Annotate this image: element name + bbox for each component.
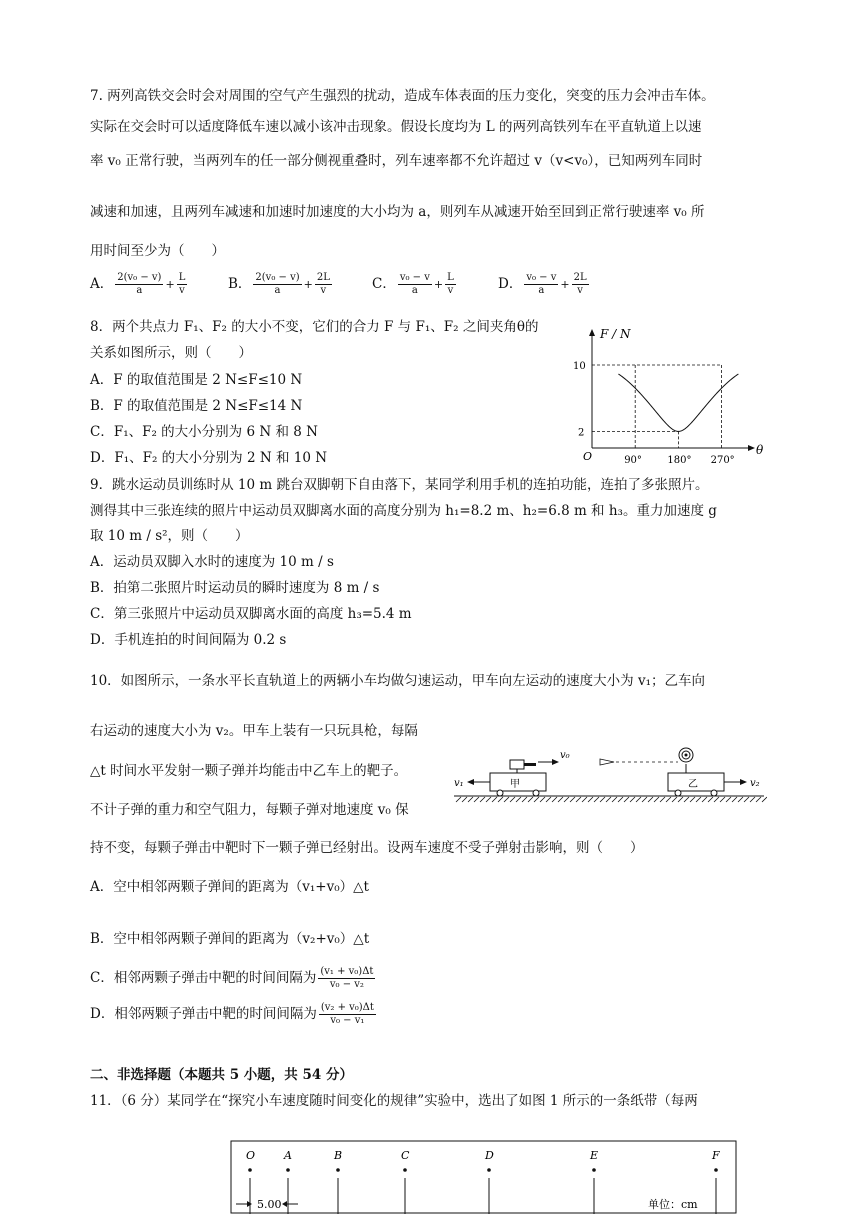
- tape-dot: [248, 1168, 252, 1172]
- tape-dot: [403, 1168, 407, 1172]
- tape-dot: [286, 1168, 290, 1172]
- q9-option-a[interactable]: A．运动员双脚入水时的速度为 10 m / s: [90, 554, 334, 570]
- x-tick-label: 180°: [667, 455, 692, 466]
- tape-dot: [714, 1168, 718, 1172]
- q7-line-3: 率 v₀ 正常行驶，当两列车的任一部分侧视重叠时，列车速率都不允许超过 v（v<v₀），已知两列车同时: [90, 153, 703, 169]
- tape-point-label: F: [712, 1149, 720, 1162]
- q9-line-3: 取 10 m / s²，则（ ）: [90, 528, 249, 544]
- tape-point-label: B: [334, 1149, 343, 1162]
- q7-line-1: 7. 两列高铁交会时会对周围的空气产生强烈的扰动，造成车体表面的压力变化，突变的压力会冲击车体。: [90, 88, 715, 104]
- car-yi-label: 乙: [688, 779, 698, 790]
- q10-option-d[interactable]: D．相邻两颗子弹击中靶的时间间隔为 $\frac{\text{(v₂ + v₀)Δt}}{\text{v₀ − v₁}}$: [90, 1002, 374, 1026]
- q8-option-b[interactable]: B．F 的取值范围是 2 N≤F≤14 N: [90, 398, 303, 414]
- section-2-heading: 二、非选择题（本题共 5 小题，共 54 分）: [90, 1067, 353, 1083]
- q10-option-b[interactable]: B．空中相邻两颗子弹间的距离为（v₂+v₀）△t: [90, 931, 370, 947]
- cars-track-figure: [452, 740, 767, 806]
- dim-label: 5.00: [257, 1198, 282, 1211]
- q8-option-c[interactable]: C．F₁、F₂ 的大小分别为 6 N 和 8 N: [90, 424, 318, 440]
- q9-line-2: 测得其中三张连续的照片中运动员双脚离水面的高度分别为 h₁=8.2 m、h₂=6.8 m 和 h₃。重力加速度 g: [90, 503, 717, 519]
- q7-option-b[interactable]: B． $\frac{\text{2(v₀ − v)}}{a}$ + $\frac{2L}{v}$: [228, 272, 330, 296]
- q7-line-2: 实际在交会时可以适度降低车速以减小该冲击现象。假设长度均为 L 的两列高铁列车在平直轨道上以速: [90, 119, 702, 135]
- force-curve: [618, 374, 738, 431]
- paper-tape-figure: [228, 1138, 740, 1214]
- x-tick-label: 270°: [710, 455, 735, 466]
- q8-line-1: 8．两个共点力 F₁、F₂ 的大小不变，它们的合力 F 与 F₁、F₂ 之间夹角θ的: [90, 319, 539, 335]
- q10-line-5: 持不变，每颗子弹击中靶时下一颗子弹已经射出。设两车速度不受子弹射击影响，则（ ）: [90, 840, 644, 856]
- q10-line-1: 10．如图所示，一条水平长直轨道上的两辆小车均做匀速运动，甲车向左运动的速度大小为 v₁；乙车向: [90, 673, 706, 689]
- y-axis-label: F / N: [600, 327, 631, 341]
- v1-label: v₁: [454, 778, 464, 789]
- q9-option-d[interactable]: D．手机连拍的时间间隔为 0.2 s: [90, 632, 287, 648]
- q10-line-4: 不计子弹的重力和空气阻力，每颗子弹对地速度 v₀ 保: [90, 802, 409, 818]
- q10-option-a[interactable]: A．空中相邻两颗子弹间的距离为（v₁+v₀）△t: [90, 879, 369, 895]
- track-hatch: [456, 797, 767, 802]
- force-angle-chart: [560, 322, 770, 472]
- car-jia-label: 甲: [510, 779, 520, 790]
- y-tick-label: 2: [578, 427, 585, 439]
- x-axis-label: θ: [756, 443, 764, 457]
- q9-line-1: 9．跳水运动员训练时从 10 m 跳台双脚朝下自由落下，某同学利用手机的连拍功能，连拍了多张照片。: [90, 477, 709, 493]
- q10-line-2: 右运动的速度大小为 v₂。甲车上装有一只玩具枪，每隔: [90, 723, 418, 739]
- car-yi: [668, 748, 724, 796]
- y-tick-label: 10: [573, 361, 586, 372]
- tape-dot: [487, 1168, 491, 1172]
- x-tick-label: 90°: [624, 455, 642, 466]
- q10-option-c[interactable]: C．相邻两颗子弹击中靶的时间间隔为 $\frac{\text{(v₁ + v₀)Δt}}{\text{v₀ − v₂}}$: [90, 966, 374, 990]
- v0-label: v₀: [560, 750, 570, 761]
- bullet: [600, 759, 614, 765]
- q8-option-a[interactable]: A．F 的取值范围是 2 N≤F≤10 N: [90, 372, 303, 388]
- tape-point-label: O: [246, 1149, 256, 1162]
- q9-option-c[interactable]: C．第三张照片中运动员双脚离水面的高度 h₃=5.4 m: [90, 606, 412, 622]
- q7-option-a[interactable]: A． $\frac{\text{2(v₀ − v)}}{a}$ + $\frac{L}{v}$: [90, 272, 186, 296]
- q11-line-1: 11．（6 分）某同学在“探究小车速度随时间变化的规律”实验中，选出了如图 1 所示的一条纸带（每两: [90, 1093, 698, 1109]
- tape-dot: [592, 1168, 596, 1172]
- q9-option-b[interactable]: B．拍第二张照片时运动员的瞬时速度为 8 m / s: [90, 580, 380, 596]
- car-jia: [490, 760, 546, 796]
- tape-point-label: D: [485, 1149, 494, 1162]
- q10-line-3: △t 时间水平发射一颗子弹并均能击中乙车上的靶子。: [90, 763, 408, 779]
- tape-point-label: A: [284, 1149, 292, 1162]
- q7-line-5: 用时间至少为（ ）: [90, 243, 225, 259]
- q7-option-c[interactable]: C． $\frac{\text{v₀ − v}}{a}$ + $\frac{L}{v}$: [372, 272, 454, 296]
- tape-point-label: E: [590, 1149, 599, 1162]
- q7-option-d[interactable]: D． $\frac{\text{v₀ − v}}{a}$ + $\frac{2L}{v}$: [498, 272, 587, 296]
- tape-dot: [336, 1168, 340, 1172]
- unit-label: 单位：cm: [648, 1198, 698, 1211]
- v2-label: v₂: [750, 778, 760, 789]
- q7-line-4: 减速和加速，且两列车减速和加速时加速度的大小均为 a，则列车从减速开始至回到正常行驶速率 v₀ 所: [90, 204, 705, 220]
- origin-label: O: [583, 450, 593, 463]
- tape-point-label: C: [401, 1149, 410, 1162]
- q8-option-d[interactable]: D．F₁、F₂ 的大小分别为 2 N 和 10 N: [90, 450, 328, 466]
- q8-line-2: 关系如图所示，则（ ）: [90, 345, 252, 361]
